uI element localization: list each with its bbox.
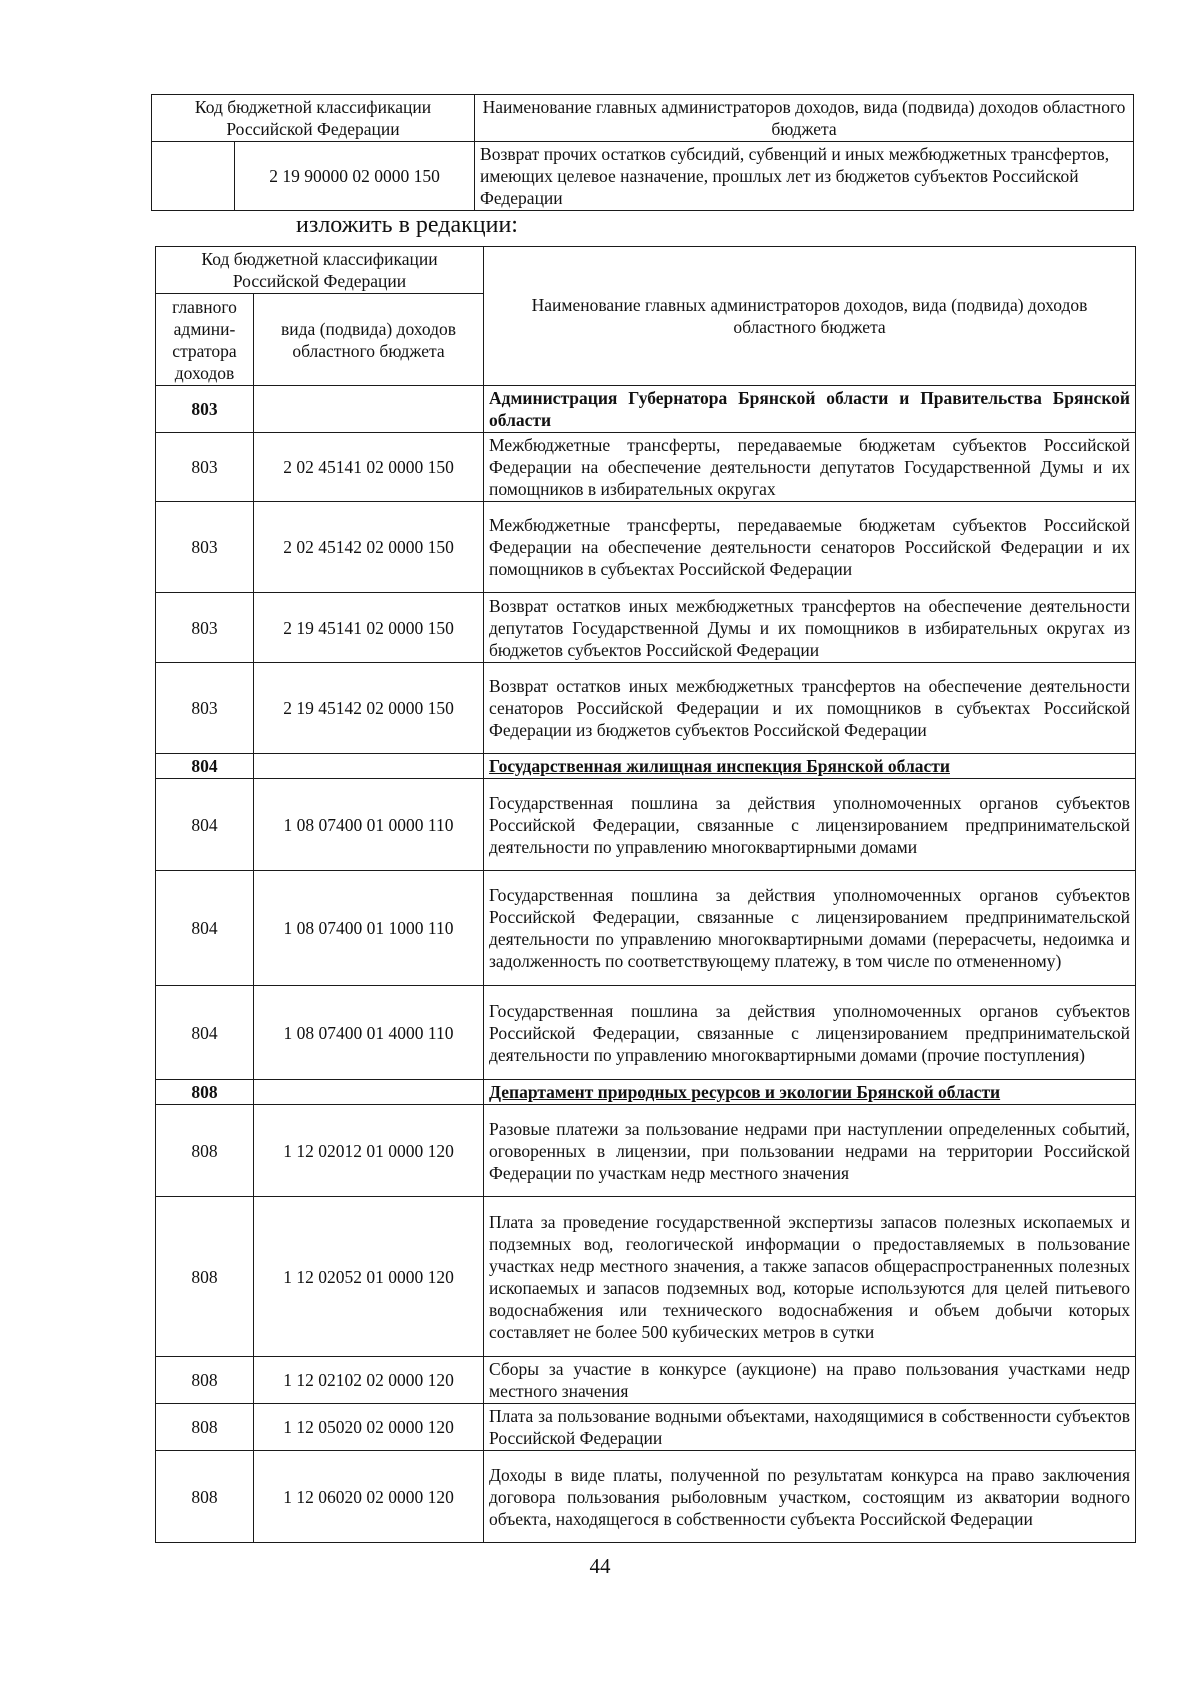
row-code: 1 08 07400 01 0000 110 xyxy=(254,779,484,871)
old-row-desc: Возврат прочих остатков субсидий, субвенций и иных межбюджетных трансфертов, имеющих целевое назначение, прошлых лет из бюджетов субъектов Российской Федерации xyxy=(475,142,1134,211)
row-code: 1 12 02102 02 0000 120 xyxy=(254,1357,484,1404)
table-row xyxy=(156,433,1136,502)
old-row-admin xyxy=(152,142,235,211)
table-row xyxy=(156,663,1136,754)
page-number: 44 xyxy=(589,1554,611,1578)
row-code xyxy=(254,754,484,779)
row-code: 2 02 45141 02 0000 150 xyxy=(254,433,484,502)
row-code: 2 19 45141 02 0000 150 xyxy=(254,593,484,663)
row-code: 2 19 45142 02 0000 150 xyxy=(254,663,484,754)
table-row xyxy=(156,1197,1136,1357)
row-desc: Межбюджетные трансферты, передаваемые бюджетам субъектов Российской Федерации на обеспечение деятельности сенаторов Российской Федерации и их помощников в субъектах Российской Федерации xyxy=(484,502,1136,593)
row-desc: Государственная пошлина за действия уполномоченных органов субъектов Российской Федерации, связанные с лицензированием предпринимательской деятельности по управлению многоквартирными домами xyxy=(484,779,1136,871)
old-header-name: Наименование главных администраторов доходов, вида (подвида) доходов областного бюджета xyxy=(475,95,1134,142)
table-row xyxy=(156,593,1136,663)
row-desc: Сборы за участие в конкурсе (аукционе) на право пользования участками недр местного значения xyxy=(484,1357,1136,1404)
row-admin: 804 xyxy=(156,871,254,986)
row-admin: 804 xyxy=(156,779,254,871)
new-table xyxy=(155,246,1136,1543)
row-admin: 803 xyxy=(156,433,254,502)
old-table-row xyxy=(152,142,1134,211)
row-desc: Разовые платежи за пользование недрами при наступлении определенных событий, оговоренных в лицензии, при пользовании недрами на территории Российской Федерации по участкам недр местного значения xyxy=(484,1105,1136,1197)
row-code: 2 02 45142 02 0000 150 xyxy=(254,502,484,593)
lead-text: изложить в редакции: xyxy=(296,212,518,238)
row-desc: Администрация Губернатора Брянской области и Правительства Брянской области xyxy=(484,386,1136,433)
old-table xyxy=(151,94,1134,211)
row-desc: Межбюджетные трансферты, передаваемые бюджетам субъектов Российской Федерации на обеспечение деятельности депутатов Государственной Думы и их помощников в избирательных округах xyxy=(484,433,1136,502)
table-row xyxy=(156,386,1136,433)
row-code: 1 12 02052 01 0000 120 xyxy=(254,1197,484,1357)
new-header-admin: главного админи-стратора доходов xyxy=(156,294,254,386)
row-code: 1 12 06020 02 0000 120 xyxy=(254,1451,484,1543)
table-row xyxy=(156,779,1136,871)
row-desc: Возврат остатков иных межбюджетных трансфертов на обеспечение деятельности сенаторов Российской Федерации и их помощников в субъектах Российской Федерации из бюджетов субъектов Российской Федерации xyxy=(484,663,1136,754)
table-row xyxy=(156,1105,1136,1197)
old-header-code: Код бюджетной классификации Российской Федерации xyxy=(152,95,475,142)
table-row xyxy=(156,986,1136,1080)
row-admin: 803 xyxy=(156,663,254,754)
row-admin: 808 xyxy=(156,1451,254,1543)
row-desc: Государственная жилищная инспекция Брянской области xyxy=(484,754,1136,779)
row-desc: Плата за пользование водными объектами, находящимися в собственности субъектов Российской Федерации xyxy=(484,1404,1136,1451)
new-table-header-row-1 xyxy=(156,247,1136,294)
row-code xyxy=(254,386,484,433)
table-row xyxy=(156,1357,1136,1404)
row-desc: Департамент природных ресурсов и экологии Брянской области xyxy=(484,1080,1136,1105)
row-admin: 803 xyxy=(156,593,254,663)
row-admin: 808 xyxy=(156,1404,254,1451)
row-desc: Государственная пошлина за действия уполномоченных органов субъектов Российской Федерации, связанные с лицензированием предпринимательской деятельности по управлению многоквартирными домами (прочие поступления) xyxy=(484,986,1136,1080)
old-row-code: 2 19 90000 02 0000 150 xyxy=(235,142,475,211)
table-row xyxy=(156,1404,1136,1451)
new-header-code: Код бюджетной классификации Российской Федерации xyxy=(156,247,484,294)
row-admin: 803 xyxy=(156,386,254,433)
table-row xyxy=(156,754,1136,779)
new-header-kind: вида (подвида) доходов областного бюджета xyxy=(254,294,484,386)
table-row xyxy=(156,502,1136,593)
row-admin: 804 xyxy=(156,754,254,779)
row-admin: 808 xyxy=(156,1197,254,1357)
row-desc: Плата за проведение государственной экспертизы запасов полезных ископаемых и подземных вод, геологической информации о предоставляемых в пользование участках недр местного значения, а также запасов общераспространенных полезных ископаемых и запасов подземных вод, которые используются для целей питьевого водоснабжения или технического водоснабжения и объем добычи которых составляет не более 500 кубических метров в сутки xyxy=(484,1197,1136,1357)
row-admin: 803 xyxy=(156,502,254,593)
row-admin: 808 xyxy=(156,1357,254,1404)
old-table-header xyxy=(152,95,1134,142)
row-admin: 808 xyxy=(156,1080,254,1105)
row-code: 1 12 05020 02 0000 120 xyxy=(254,1404,484,1451)
row-desc: Доходы в виде платы, полученной по результатам конкурса на право заключения договора пользования рыболовным участком, состоящим из акватории водного объекта, находящегося в собственности субъекта Российской Федерации xyxy=(484,1451,1136,1543)
table-row xyxy=(156,1080,1136,1105)
row-code: 1 12 02012 01 0000 120 xyxy=(254,1105,484,1197)
row-desc: Государственная пошлина за действия уполномоченных органов субъектов Российской Федерации, связанные с лицензированием предпринимательской деятельности по управлению многоквартирными домами (перерасчеты, недоимка и задолженность по соответствующему платежу, в том числе по отмененному) xyxy=(484,871,1136,986)
row-admin: 808 xyxy=(156,1105,254,1197)
row-code: 1 08 07400 01 4000 110 xyxy=(254,986,484,1080)
new-header-name: Наименование главных администраторов доходов, вида (подвида) доходов областного бюджета xyxy=(484,247,1136,386)
table-row xyxy=(156,1451,1136,1543)
table-row xyxy=(156,871,1136,986)
row-code xyxy=(254,1080,484,1105)
row-code: 1 08 07400 01 1000 110 xyxy=(254,871,484,986)
row-desc: Возврат остатков иных межбюджетных трансфертов на обеспечение деятельности депутатов Государственной Думы и их помощников в избирательных округах из бюджетов субъектов Российской Федерации xyxy=(484,593,1136,663)
row-admin: 804 xyxy=(156,986,254,1080)
